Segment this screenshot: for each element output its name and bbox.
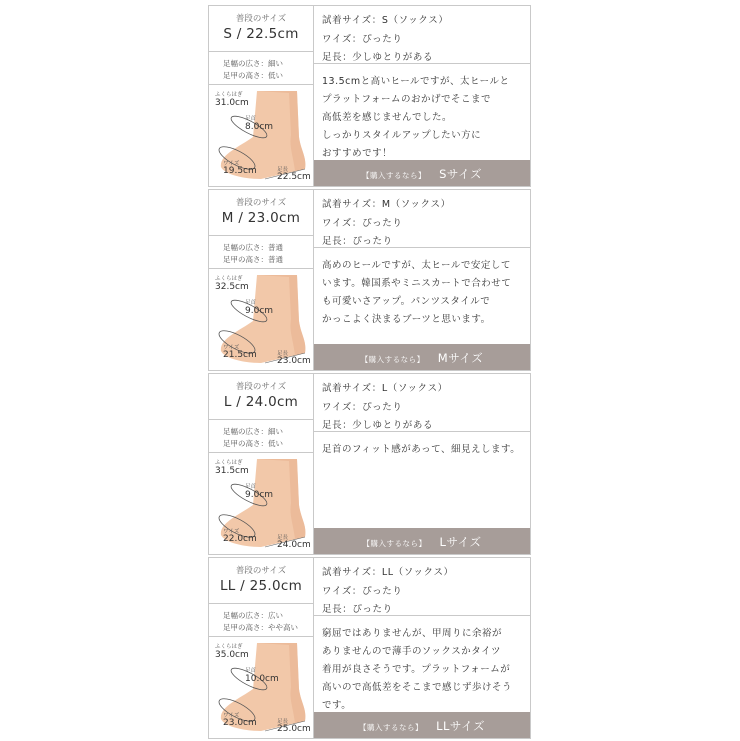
wise-value: 23.0cm — [223, 718, 257, 728]
ankle-value: 10.0cm — [245, 674, 279, 684]
usual-size-value: LL / 25.0cm — [219, 578, 303, 594]
trial-wise: ワイズ：ぴったり — [322, 217, 403, 229]
size-card-l — [208, 373, 531, 555]
foot-diagram — [209, 269, 313, 369]
trial-wise: ワイズ：ぴったり — [322, 585, 403, 597]
ankle-label: 足首 — [245, 668, 257, 674]
buy-size: Lサイズ — [439, 535, 482, 549]
trial-info — [314, 6, 530, 64]
buy-prefix: 【購入するなら】 — [360, 355, 425, 364]
review-line: 高めのヒールですが、太ヒールで安定して — [322, 260, 511, 271]
wise-label: ワイズ — [223, 529, 240, 535]
foot-diagram — [209, 453, 313, 553]
size-profile — [209, 6, 314, 186]
foot-width-line: 足幅の広さ：広い — [223, 611, 283, 620]
instep-height-line: 足甲の高さ：低い — [223, 71, 283, 80]
calf-label: ふくらはぎ — [215, 460, 243, 466]
usual-size-label: 普段のサイズ — [235, 566, 287, 576]
usual-size-value: L / 24.0cm — [223, 394, 299, 410]
buy-size: LLサイズ — [436, 719, 485, 733]
size-card-s — [208, 5, 531, 187]
calf-value: 35.0cm — [215, 650, 249, 660]
review-line: も可愛いさアップ。パンツスタイルで — [322, 296, 491, 307]
ankle-label: 足首 — [245, 484, 257, 490]
foot-width-line: 足幅の広さ：細い — [223, 59, 283, 68]
trial-length: 足長：少しゆとりがある — [322, 420, 434, 431]
wise-label: ワイズ — [223, 161, 240, 167]
wise-value: 21.5cm — [223, 350, 257, 360]
review-text — [314, 64, 530, 163]
length-label: 足長 — [277, 167, 289, 173]
size-profile — [209, 190, 314, 370]
review-line: です。 — [322, 700, 352, 711]
review-line: ありませんので薄手のソックスかタイツ — [322, 646, 502, 657]
review-text — [314, 248, 530, 329]
foot-fit-info — [209, 420, 313, 453]
review-text — [314, 616, 530, 715]
trial-review — [314, 558, 530, 738]
wise-label: ワイズ — [223, 345, 240, 351]
instep-height-line: 足甲の高さ：低い — [223, 439, 283, 448]
review-line: 13.5cmと高いヒールですが、太ヒールと — [322, 76, 510, 87]
calf-value: 31.0cm — [215, 98, 249, 108]
trial-size: 試着サイズ：L（ソックス） — [322, 383, 448, 394]
review-line: 足首のフィット感があって、細見えします。 — [322, 444, 521, 455]
wise-label: ワイズ — [223, 713, 240, 719]
trial-size: 試着サイズ：S（ソックス） — [322, 15, 449, 26]
buy-size: Sサイズ — [439, 167, 482, 181]
trial-review — [314, 374, 530, 554]
foot-fit-info — [209, 604, 313, 637]
review-line: 着用が良さそうです。プラットフォームが — [322, 664, 511, 675]
review-line: 高いので高低差をそこまで感じず歩けそう — [322, 682, 513, 693]
ankle-value: 8.0cm — [245, 122, 274, 132]
usual-size-label: 普段のサイズ — [235, 382, 287, 392]
review-line: います。韓国系やミニスカートで合わせて — [322, 278, 512, 289]
foot-diagram — [209, 637, 313, 737]
trial-length: 足長：ぴったり — [322, 236, 393, 247]
foot-fit-info — [209, 52, 313, 85]
usual-size — [209, 190, 313, 236]
review-line: おすすめです！ — [322, 148, 393, 159]
calf-label: ふくらはぎ — [215, 92, 243, 98]
trial-info — [314, 374, 530, 432]
trial-info — [314, 190, 530, 248]
foot-diagram — [209, 85, 313, 185]
buy-prefix: 【購入するなら】 — [362, 171, 426, 180]
trial-length: 足長：少しゆとりがある — [322, 52, 434, 63]
length-value: 22.5cm — [277, 172, 311, 182]
usual-size-value: M / 23.0cm — [221, 210, 301, 226]
trial-info — [314, 558, 530, 616]
usual-size — [209, 6, 313, 52]
length-label: 足長 — [277, 535, 289, 541]
calf-value: 31.5cm — [215, 466, 249, 476]
usual-size-label: 普段のサイズ — [235, 14, 287, 24]
ankle-value: 9.0cm — [245, 490, 274, 500]
usual-size-value: S / 22.5cm — [223, 26, 299, 42]
trial-length: 足長：ぴったり — [322, 604, 393, 615]
calf-value: 32.5cm — [215, 282, 249, 292]
wise-value: 22.0cm — [223, 534, 257, 544]
size-profile — [209, 374, 314, 554]
instep-height-line: 足甲の高さ：普通 — [223, 255, 283, 264]
foot-width-line: 足幅の広さ：細い — [223, 427, 283, 436]
buy-size: Mサイズ — [437, 351, 484, 365]
review-line: しっかりスタイルアップしたい方に — [322, 130, 482, 141]
trial-wise: ワイズ：ぴったり — [322, 401, 403, 413]
usual-size — [209, 374, 313, 420]
ankle-label: 足首 — [245, 116, 257, 122]
recommended-size-banner — [314, 528, 530, 554]
size-profile — [209, 558, 314, 738]
trial-wise: ワイズ：ぴったり — [322, 33, 403, 45]
recommended-size-banner — [314, 160, 530, 186]
wise-value: 19.5cm — [223, 166, 257, 176]
size-card-ll — [208, 557, 531, 739]
foot-width-line: 足幅の広さ：普通 — [223, 243, 283, 252]
length-value: 23.0cm — [277, 356, 311, 366]
calf-label: ふくらはぎ — [215, 644, 243, 650]
foot-fit-info — [209, 236, 313, 269]
calf-label: ふくらはぎ — [215, 276, 243, 282]
length-label: 足長 — [277, 351, 289, 357]
buy-prefix: 【購入するなら】 — [359, 723, 423, 732]
length-label: 足長 — [277, 719, 289, 725]
trial-review — [314, 190, 530, 370]
usual-size — [209, 558, 313, 604]
ankle-value: 9.0cm — [245, 306, 274, 316]
trial-review — [314, 6, 530, 186]
buy-prefix: 【購入するなら】 — [362, 539, 427, 548]
review-line: プラットフォームのおかげでそこまで — [322, 94, 492, 105]
recommended-size-banner — [314, 344, 530, 370]
instep-height-line: 足甲の高さ：やや高い — [223, 623, 298, 632]
trial-size: 試着サイズ：M（ソックス） — [322, 199, 451, 210]
review-line: かっこよく決まるブーツと思います。 — [322, 314, 491, 325]
usual-size-label: 普段のサイズ — [235, 198, 287, 208]
recommended-size-banner — [314, 712, 530, 738]
review-text — [314, 432, 530, 459]
ankle-label: 足首 — [245, 300, 257, 306]
review-line: 高低差を感じませんでした。 — [322, 112, 453, 123]
length-value: 25.0cm — [277, 724, 311, 734]
length-value: 24.0cm — [277, 540, 311, 550]
trial-size: 試着サイズ：LL（ソックス） — [322, 567, 454, 578]
review-line: 窮屈ではありませんが、甲周りに余裕が — [322, 628, 503, 639]
size-card-m — [208, 189, 531, 371]
